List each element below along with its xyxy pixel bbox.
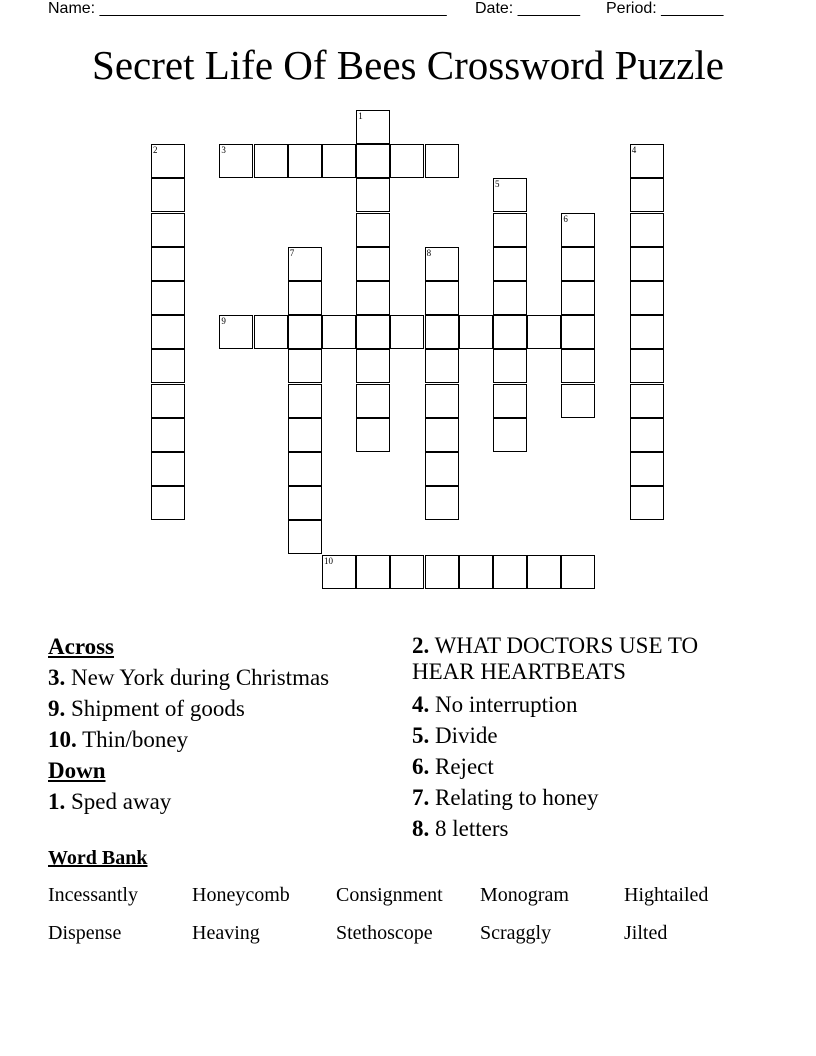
grid-cell[interactable] [527,315,561,349]
grid-cell[interactable] [561,213,595,247]
grid-cell[interactable] [356,247,390,281]
grid-cell[interactable] [630,213,664,247]
grid-cell[interactable] [151,247,185,281]
grid-cell[interactable] [151,144,185,178]
word-bank-item: Incessantly [48,884,138,906]
grid-cell[interactable] [322,144,356,178]
clue-text: Relating to honey [435,785,599,810]
grid-cell[interactable] [288,281,322,315]
grid-cell[interactable] [630,281,664,315]
grid-cell[interactable] [425,144,459,178]
grid-cell[interactable] [527,555,561,589]
word-bank-item: Consignment [336,884,443,906]
grid-cell[interactable] [630,418,664,452]
grid-cell[interactable] [151,384,185,418]
across-heading: Across [48,634,115,659]
grid-cell[interactable] [151,315,185,349]
grid-cell[interactable] [288,384,322,418]
grid-cell[interactable] [356,178,390,212]
grid-cell[interactable] [322,315,356,349]
word-bank-item: Scraggly [480,922,552,944]
grid-cell[interactable] [151,418,185,452]
grid-cell[interactable] [356,315,390,349]
grid-cell[interactable] [322,555,356,589]
grid-cell[interactable] [425,384,459,418]
clue-number: 5. [412,723,430,748]
cell-number: 8 [426,247,432,258]
grid-cell[interactable] [630,247,664,281]
clue-number: 1. [48,789,66,814]
clue-number: 8. [412,816,430,841]
grid-cell[interactable] [630,178,664,212]
grid-cell[interactable] [356,110,390,144]
clue-text: Divide [435,723,498,748]
grid-cell[interactable] [425,315,459,349]
clue-text: Thin/boney [82,727,189,752]
down-clues-continued [412,633,722,844]
grid-cell[interactable] [390,144,424,178]
grid-cell[interactable] [425,247,459,281]
grid-cell[interactable] [493,178,527,212]
grid-cell[interactable] [288,418,322,452]
clue-number: 7. [412,785,430,810]
grid-cell[interactable] [459,555,493,589]
grid-cell[interactable] [151,178,185,212]
grid-cell[interactable] [630,486,664,520]
grid-cell[interactable] [561,349,595,383]
grid-cell[interactable] [254,315,288,349]
clue-down-4 [412,689,722,720]
grid-cell[interactable] [493,555,527,589]
clue-number: 2. [412,633,430,658]
grid-cell[interactable] [493,418,527,452]
grid-cell[interactable] [151,213,185,247]
grid-cell[interactable] [493,315,527,349]
grid-cell[interactable] [356,555,390,589]
grid-cell[interactable] [390,555,424,589]
grid-cell[interactable] [356,384,390,418]
grid-cell[interactable] [493,213,527,247]
page-title: Secret Life Of Bees Crossword Puzzle [92,42,724,88]
clue-text: Reject [435,754,494,779]
cell-number: 6 [563,213,568,224]
grid-cell[interactable] [151,281,185,315]
grid-cell[interactable] [356,281,390,315]
grid-cell[interactable] [630,384,664,418]
grid-cell[interactable] [561,247,595,281]
grid-cell[interactable] [151,486,185,520]
grid-cell[interactable] [288,144,322,178]
grid-cell[interactable] [288,315,322,349]
word-bank-item: Stethoscope [336,922,433,944]
clue-across-10 [48,724,393,755]
grid-cell[interactable] [288,452,322,486]
grid-cell[interactable] [151,349,185,383]
grid-cell[interactable] [219,144,253,178]
clue-text: Shipment of goods [71,696,245,721]
grid-cell[interactable] [356,349,390,383]
clue-down-7 [412,782,722,813]
cell-number: 1 [358,111,363,121]
grid-cell[interactable] [425,281,459,315]
cell-number: 9 [221,316,226,327]
clue-across-3 [48,662,393,693]
word-bank-item: Dispense [48,922,122,944]
clue-number: 6. [412,754,430,779]
grid-cell[interactable] [425,486,459,520]
clue-down-6 [412,751,722,782]
cell-number: 4 [631,145,637,156]
clue-text: No interruption [435,692,578,717]
grid-cell[interactable] [561,384,595,418]
clue-text: New York during Christmas [71,665,330,690]
grid-cell[interactable] [425,349,459,383]
grid-cell[interactable] [561,555,595,589]
grid-cell[interactable] [254,144,288,178]
clue-text: 8 letters [435,816,509,841]
cell-number: 7 [289,247,295,258]
clue-across-9 [48,693,393,724]
grid-cell[interactable] [630,144,664,178]
cell-number: 5 [495,179,500,190]
word-bank-item: Honeycomb [192,884,290,906]
clue-number: 4. [412,692,430,717]
grid-cell[interactable] [630,452,664,486]
grid-cell[interactable] [288,247,322,281]
grid-cell[interactable] [493,384,527,418]
word-bank-item: Heaving [192,922,260,944]
grid-cell[interactable] [493,349,527,383]
grid-cell[interactable] [219,315,253,349]
cell-number: 10 [324,555,333,566]
across-clues [48,631,393,817]
clue-down-2 [412,633,722,684]
grid-cell[interactable] [425,555,459,589]
grid-cell[interactable] [356,418,390,452]
grid-cell[interactable] [630,349,664,383]
clue-text: Sped away [71,789,172,814]
grid-cell[interactable] [288,486,322,520]
grid-cell[interactable] [288,349,322,383]
grid-cell[interactable] [561,315,595,349]
cell-number: 3 [221,145,226,156]
date-field-label: Date: _______ [475,0,580,17]
name-field-label: Name: _______________________________________ [48,0,447,17]
grid-cell[interactable] [561,281,595,315]
clue-number: 3. [48,665,66,690]
clue-down-1 [48,786,393,817]
period-field-label: Period: _______ [606,0,724,17]
clue-down-5 [412,720,722,751]
clue-text: WHAT DOCTORS USE TO HEAR HEARTBEATS [412,633,699,684]
grid-cell[interactable] [425,418,459,452]
grid-cell[interactable] [356,144,390,178]
word-bank-item: Jilted [624,922,668,944]
word-bank-title: Word Bank [48,847,148,869]
clue-down-8 [412,813,722,844]
word-bank-item: Monogram [480,884,569,906]
grid-cell[interactable] [493,247,527,281]
grid-cell[interactable] [151,452,185,486]
grid-cell[interactable] [493,281,527,315]
cell-number: 2 [153,145,158,156]
word-bank-item: Hightailed [624,884,709,906]
grid-cell[interactable] [425,452,459,486]
grid-cell[interactable] [630,315,664,349]
clue-number: 10. [48,727,77,752]
grid-cell[interactable] [459,315,493,349]
down-heading: Down [48,758,106,783]
grid-cell[interactable] [288,520,322,554]
grid-cell[interactable] [390,315,424,349]
grid-cell[interactable] [356,213,390,247]
clue-number: 9. [48,696,66,721]
